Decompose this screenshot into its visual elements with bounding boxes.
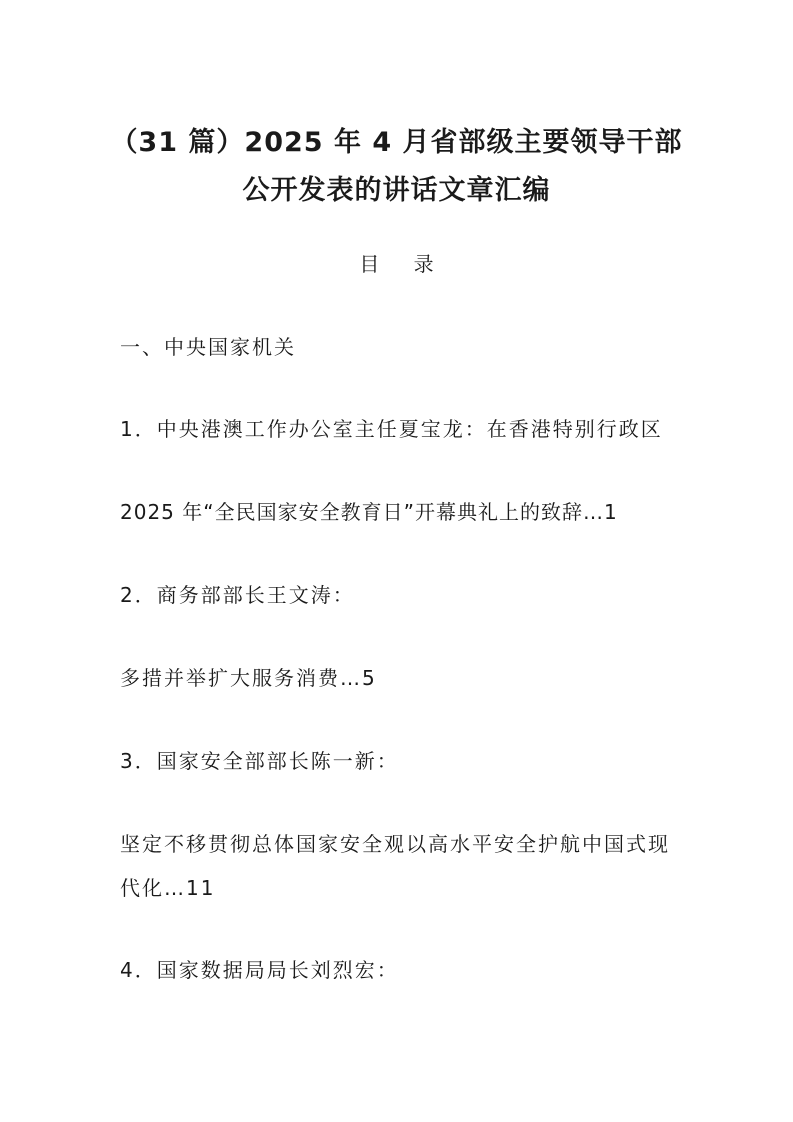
toc-entry-detail: 坚定不移贯彻总体国家安全观以高水平安全护航中国式现 [120,832,670,856]
toc-entry-detail-continued: 代化…11 [120,876,216,900]
toc-entry-detail: 多措并举扩大服务消费…5 [120,666,377,690]
section-heading: 一、中央国家机关 [120,335,296,359]
toc-heading: 目 录 [359,252,448,276]
toc-entry-heading: 4．国家数据局局长刘烈宏： [120,958,399,982]
document-title-line2: 公开发表的讲话文章汇编 [242,175,551,206]
toc-entry-heading: 3．国家安全部部长陈一新： [120,749,399,773]
toc-entry-heading: 2．商务部部长王文涛： [120,583,355,607]
toc-entry-detail: 2025 年“全民国家安全教育日”开幕典礼上的致辞…1 [120,500,618,524]
document-title-line1: （31 篇）2025 年 4 月省部级主要领导干部 [110,127,683,158]
toc-entry-heading: 1．中央港澳工作办公室主任夏宝龙：在香港特别行政区 [120,417,663,441]
